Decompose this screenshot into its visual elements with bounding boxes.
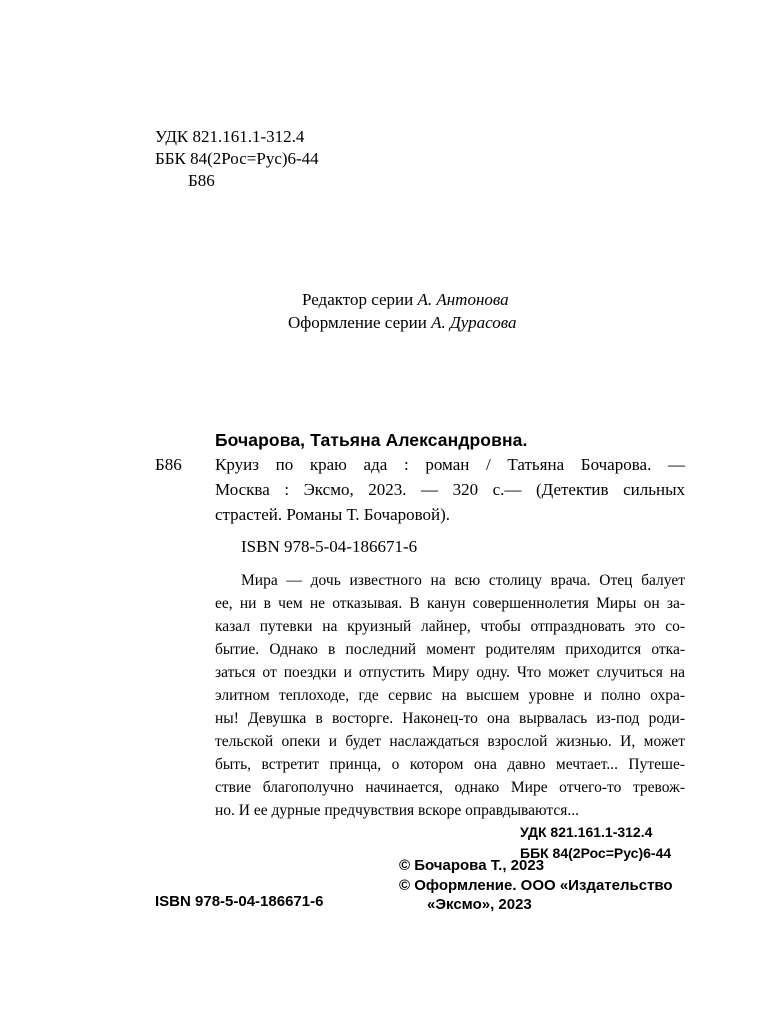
abstract-line: ствие благополучно начинается, однако Мире отчего-то тревож- <box>215 779 685 796</box>
series-editor-name: А. Антонова <box>417 290 509 309</box>
abstract-line: бытие. Однако в последний момент родителям приходится отка- <box>215 641 685 658</box>
abstract-line: заться от поездки и отпустить Миру одну. Что может случиться на <box>215 664 685 681</box>
series-design-name: А. Дурасова <box>431 313 517 332</box>
copyright-author: © Бочарова Т., 2023 <box>399 857 545 874</box>
record-line-3: страстей. Романы Т. Бочаровой). <box>215 505 451 524</box>
abstract-line: Мира — дочь известного на всю столицу врача. Отец балует <box>241 572 685 589</box>
record-line-2: Москва : Эксмо, 2023. — 320 с.— (Детектив сильных <box>215 480 685 499</box>
abstract-line: быть, встретит принца, о котором она давно мечтает... Путеше- <box>215 756 685 773</box>
abstract-line: ее, ни в чем не отказывая. В канун совершеннолетия Миры он за- <box>215 595 685 612</box>
top-bbk-code: ББК 84(2Рос=Рус)6-44 <box>155 149 319 168</box>
record-line-1: Круиз по краю ада : роман / Татьяна Бочарова. — <box>215 455 685 474</box>
bottom-isbn: ISBN 978-5-04-186671-6 <box>155 893 324 910</box>
top-udk-code: УДК 821.161.1-312.4 <box>155 127 305 146</box>
abstract-line: казал путевки на круизный лайнер, чтобы отпраздновать это со- <box>215 618 685 635</box>
record-author-heading: Бочарова, Татьяна Александровна. <box>215 430 528 450</box>
abstract-line: элитном теплоходе, где сервис на высшем уровне и полно охра- <box>215 687 685 704</box>
series-design-label: Оформление серии <box>288 313 427 332</box>
bottom-udk-code: УДК 821.161.1-312.4 <box>520 824 653 840</box>
copyright-publisher: «Эксмо», 2023 <box>427 896 532 913</box>
series-editor-credit <box>302 290 509 310</box>
abstract-line: ны! Девушка в восторге. Наконец-то она вырвалась из-под роди- <box>215 710 685 727</box>
bottom-bbk-code: ББК 84(2Рос=Рус)6-44 <box>520 845 672 861</box>
record-author-mark: Б86 <box>155 455 182 474</box>
series-editor-label: Редактор серии <box>302 290 414 309</box>
top-author-mark: Б86 <box>188 171 215 190</box>
abstract-line: тельской опеки и будет наслаждаться взрослой жизнью. И, может <box>215 733 685 750</box>
copyright-design: © Оформление. ООО «Издательство <box>399 877 673 894</box>
series-design-credit <box>288 313 516 333</box>
record-isbn: ISBN 978-5-04-186671-6 <box>241 537 418 556</box>
abstract-line: но. И ее дурные предчувствия вскоре оправдываются... <box>215 802 579 819</box>
